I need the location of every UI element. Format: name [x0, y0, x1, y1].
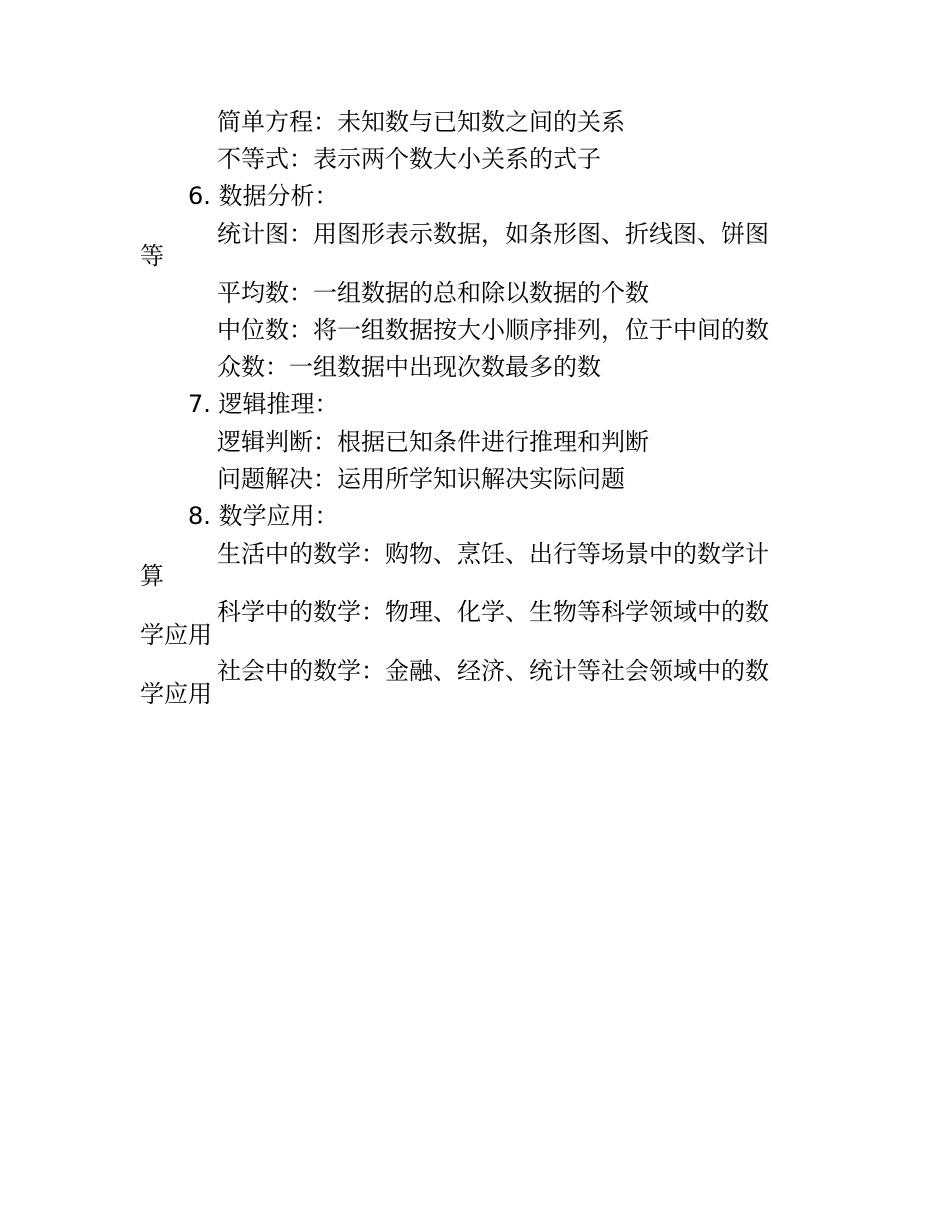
- text-line: 简单方程：未知数与已知数之间的关系: [217, 108, 625, 136]
- text-line: 中位数：将一组数据按大小顺序排列，位于中间的数: [217, 316, 769, 344]
- text-line-wrap: 等: [140, 242, 164, 270]
- text-line: 不等式：表示两个数大小关系的式子: [217, 145, 601, 173]
- text-line-wrap: 学应用: [140, 621, 212, 649]
- text-line-wrap: 学应用: [140, 680, 212, 708]
- section-heading: 7. 逻辑推理：: [188, 390, 339, 418]
- text-line: 科学中的数学：物理、化学、生物等科学领域中的数: [217, 598, 769, 626]
- text-line: 问题解决：运用所学知识解决实际问题: [217, 465, 625, 493]
- text-line: 社会中的数学：金融、经济、统计等社会领域中的数: [217, 657, 769, 685]
- section-heading: 8. 数学应用：: [188, 502, 339, 530]
- text-line: 逻辑判断：根据已知条件进行推理和判断: [217, 428, 649, 456]
- text-line: 平均数：一组数据的总和除以数据的个数: [217, 279, 649, 307]
- text-line: 统计图：用图形表示数据，如条形图、折线图、饼图: [217, 220, 769, 248]
- text-line: 生活中的数学：购物、烹饪、出行等场景中的数学计: [217, 540, 769, 568]
- text-line: 众数：一组数据中出现次数最多的数: [217, 353, 601, 381]
- section-heading: 6. 数据分析：: [188, 182, 339, 210]
- text-line-wrap: 算: [140, 562, 164, 590]
